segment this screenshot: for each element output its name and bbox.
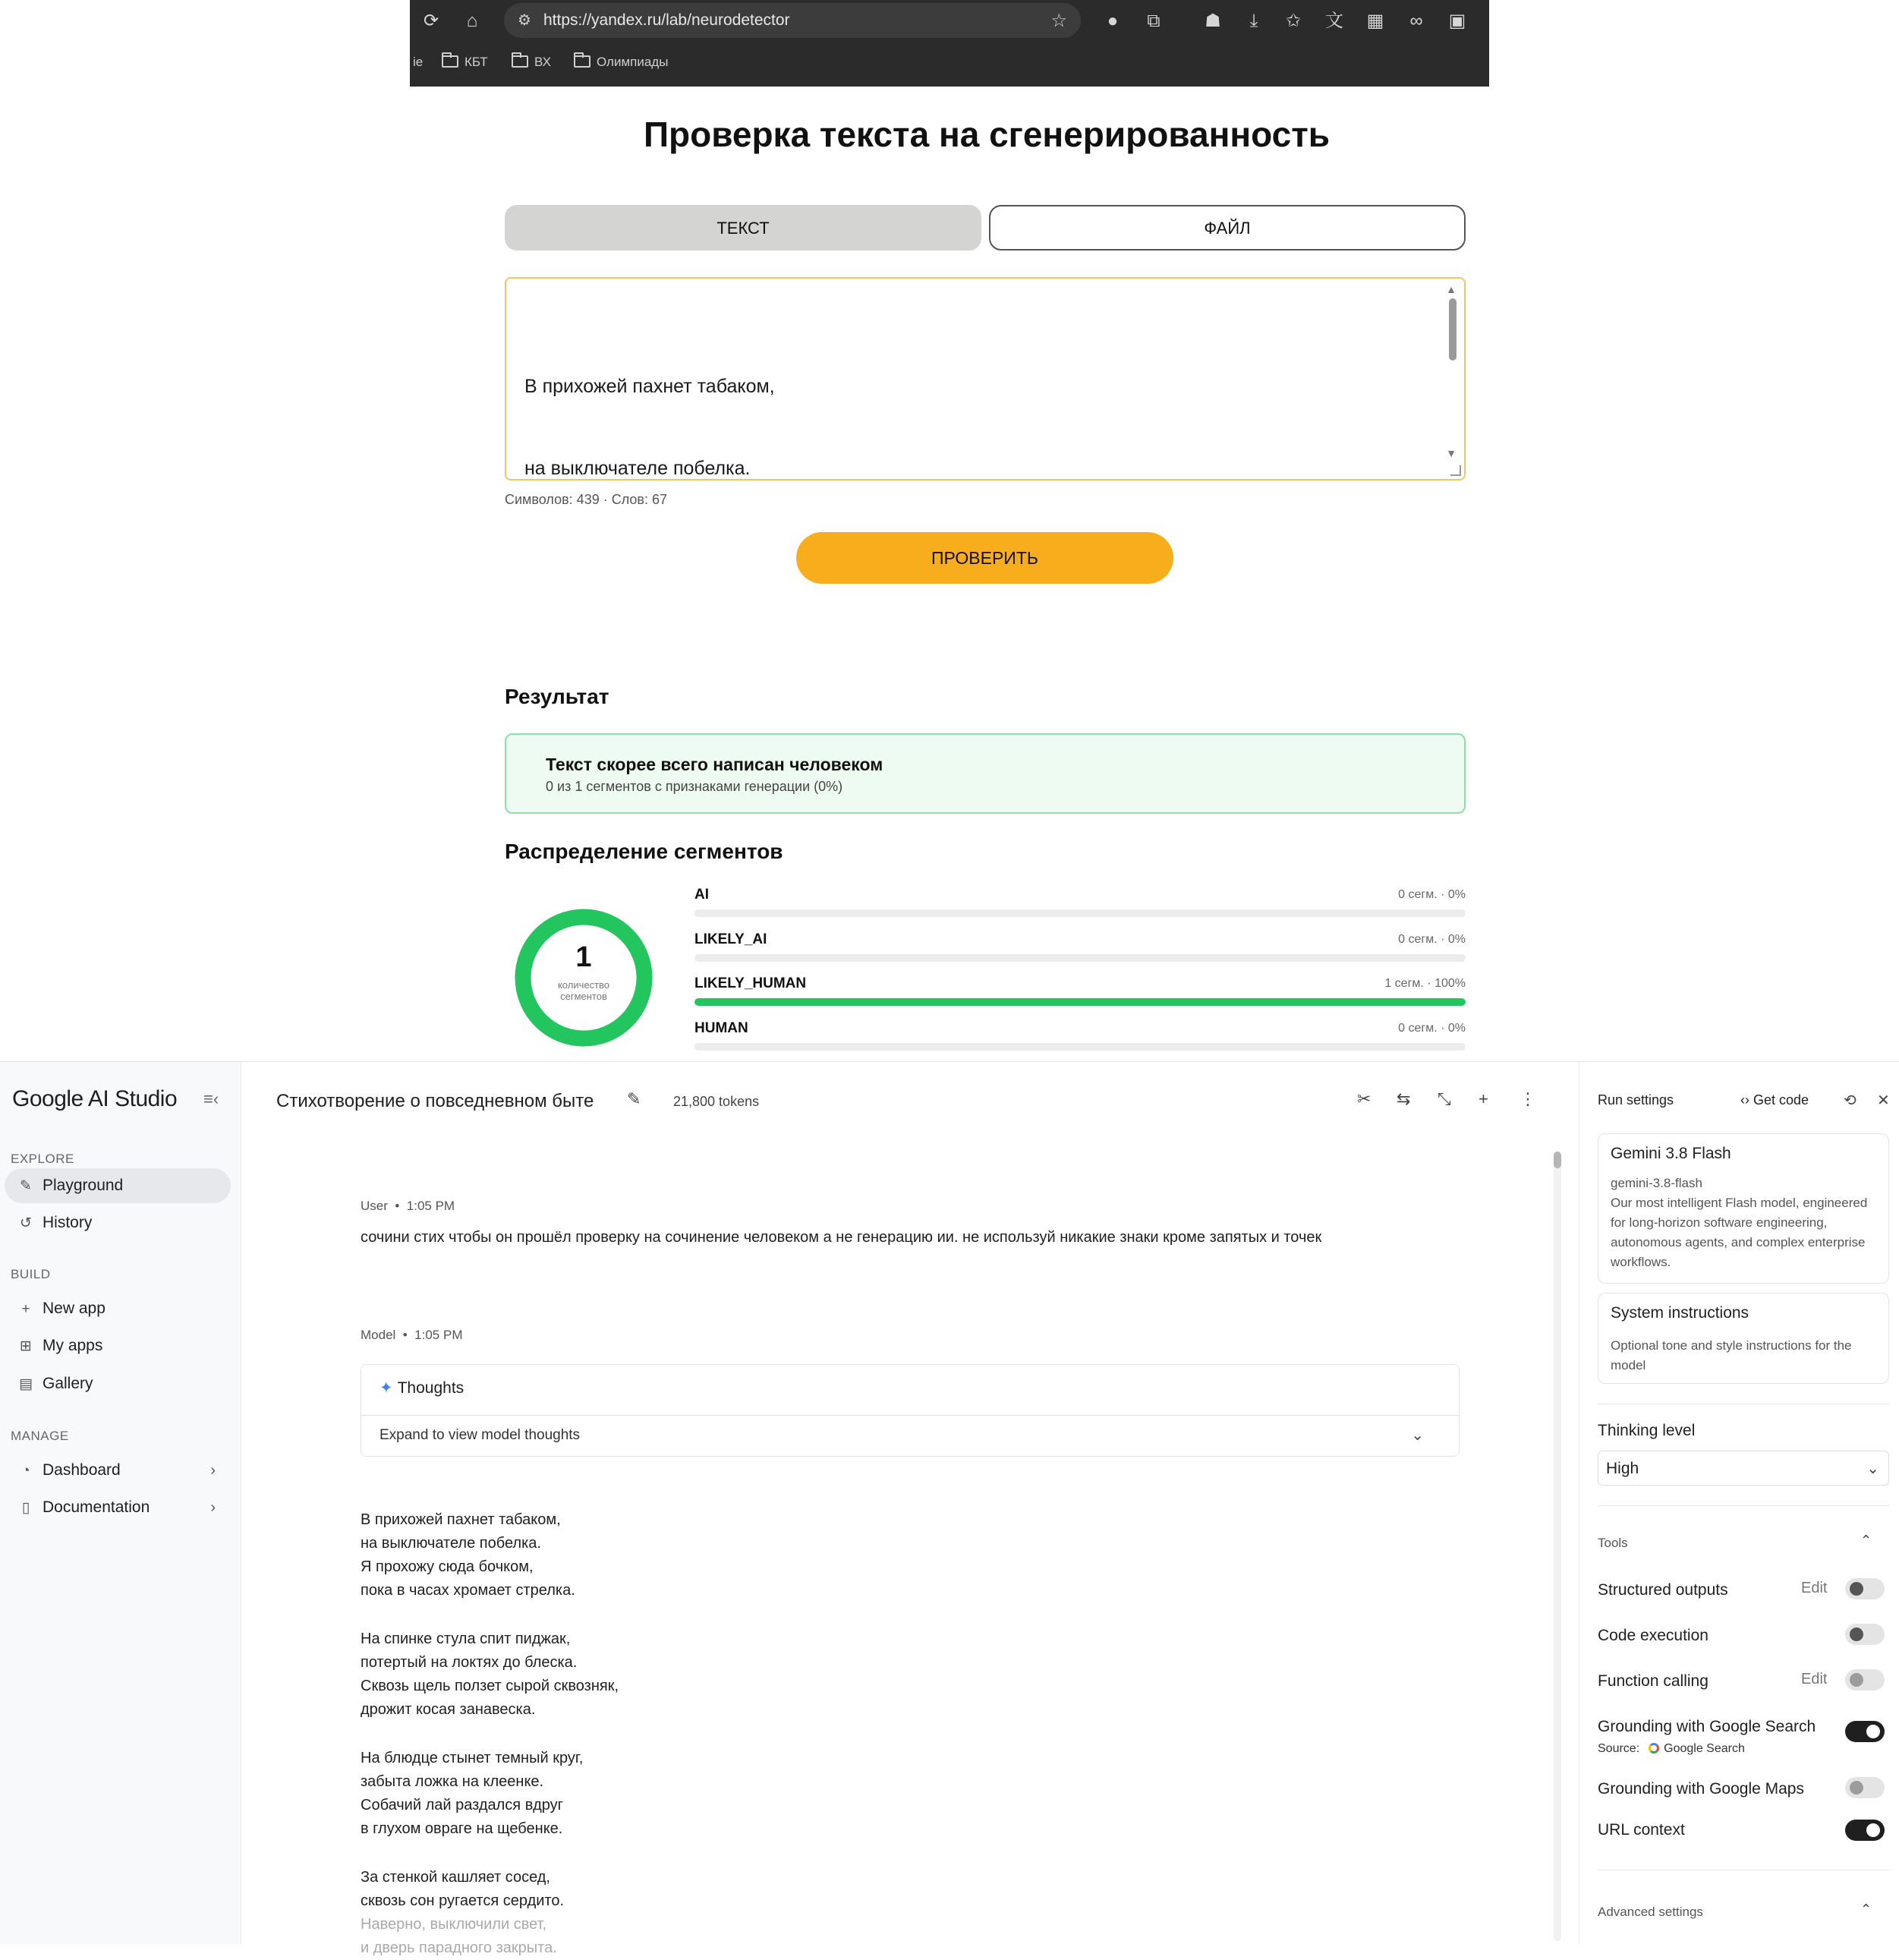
segment-value-human: 0 сегм. · 0% — [1398, 1022, 1466, 1035]
link-icon[interactable]: ∞ — [1409, 11, 1423, 31]
code-execution-label: Code execution — [1598, 1627, 1708, 1644]
model-role: Model — [361, 1328, 396, 1342]
reload-icon[interactable]: ⟳ — [423, 11, 439, 31]
segment-label-likely-human: LIKELY_HUMAN — [694, 975, 807, 991]
extensions-puzzle-icon[interactable]: ⧉ — [1147, 11, 1160, 31]
text-input-content[interactable] — [524, 318, 795, 481]
toggle-knob — [1850, 1673, 1863, 1687]
thoughts-divider — [361, 1415, 1459, 1416]
poem-stanza-3: На блюдце стынет темный круг, забыта ложка на клеенке. Собачий лай раздался вдруг в глухом овраге на щебенке. — [361, 1750, 584, 1837]
sidebar-item-dashboard[interactable] — [5, 1453, 231, 1488]
thoughts-header — [379, 1379, 464, 1398]
advanced-settings-label[interactable]: Advanced settings — [1598, 1905, 1703, 1919]
textarea-scrollbar[interactable] — [1449, 298, 1457, 361]
home-icon[interactable]: ⌂ — [466, 11, 478, 31]
sidebar-item-gallery[interactable] — [5, 1366, 231, 1401]
grounding-source — [1598, 1742, 1745, 1756]
bookmark-star-icon[interactable]: ☆ — [1050, 11, 1067, 31]
tab-text[interactable]: ТЕКСТ — [505, 205, 981, 251]
extension-dot-icon[interactable]: ● — [1107, 11, 1119, 31]
donut-count: 1 — [575, 941, 592, 973]
chat-scrollbar[interactable] — [1554, 1152, 1561, 1941]
segment-bar-likely-ai — [694, 954, 1466, 962]
qr-code-icon[interactable]: ▦ — [1366, 11, 1384, 31]
plus-icon: + — [21, 1301, 30, 1317]
segment-label-human: HUMAN — [694, 1020, 748, 1036]
bookmark-vh[interactable]: ВХ — [512, 52, 551, 73]
function-calling-edit[interactable]: Edit — [1801, 1671, 1828, 1687]
code-execution-toggle[interactable] — [1845, 1624, 1885, 1645]
grounding-search-label: Grounding with Google Search — [1598, 1718, 1816, 1735]
run-settings-panel — [1579, 1062, 1899, 1944]
download-icon[interactable]: ⤓ — [1249, 11, 1258, 31]
system-instructions-title: System instructions — [1611, 1304, 1749, 1322]
address-bar[interactable] — [504, 3, 1081, 38]
chevron-up-icon[interactable]: ⌃ — [1860, 1533, 1872, 1548]
section-build: BUILD — [11, 1267, 51, 1281]
new-chat-plus-icon[interactable]: + — [1479, 1089, 1488, 1108]
chevron-down-icon[interactable]: ⌄ — [1411, 1427, 1424, 1444]
poem-stanza-4: За стенкой кашляет сосед, сквозь сон ругается сердито. — [361, 1869, 565, 1909]
text-line: В прихожей пахнет табаком, — [524, 376, 775, 397]
sidebar-panel-icon[interactable]: ▣ — [1448, 11, 1466, 31]
segment-value-likely-human: 1 сегм. · 100% — [1384, 977, 1466, 990]
model-time: 1:05 PM — [414, 1328, 463, 1342]
dashboard-gauge-icon: ◔ — [21, 1463, 30, 1479]
chat-scrollbar-thumb[interactable] — [1554, 1152, 1561, 1168]
sidebar-item-label: History — [43, 1214, 93, 1231]
chevron-right-icon: › — [210, 1499, 216, 1516]
distribution-heading: Распределение сегментов — [505, 840, 783, 863]
segment-bar-likely-human — [694, 998, 1466, 1006]
model-description: Our most intelligent Flash model, engineered for long-horizon software engineering, autonomous agents, and complex enterprise workflows. — [1611, 1196, 1868, 1269]
compress-icon[interactable]: ⤡ — [1438, 1089, 1451, 1108]
favorites-icon[interactable]: ✩ — [1285, 11, 1302, 31]
result-card — [505, 733, 1466, 814]
model-id: gemini-3.8-flash — [1611, 1176, 1702, 1190]
result-heading: Результат — [505, 685, 609, 708]
system-instructions-desc: Optional tone and style instructions for the model — [1611, 1338, 1852, 1372]
url-text[interactable]: https://yandex.ru/lab/neurodetector — [543, 11, 790, 29]
thinking-level-label: Thinking level — [1598, 1422, 1696, 1439]
segment-bar-human — [694, 1043, 1466, 1051]
book-icon: ▯ — [21, 1500, 30, 1516]
scroll-down-arrow-icon[interactable]: ▼ — [1446, 447, 1457, 459]
thoughts-title: Thoughts — [397, 1379, 465, 1397]
sparkle-icon: ✦ — [379, 1379, 393, 1397]
studio-sidebar — [0, 1062, 241, 1944]
sidebar-item-label: Playground — [43, 1177, 124, 1194]
site-settings-icon[interactable]: ⚙ — [518, 12, 531, 29]
compare-tools-icon[interactable]: ✂ — [1357, 1089, 1372, 1108]
segment-label-ai: AI — [694, 887, 709, 903]
bookmark-partial[interactable]: ie — [413, 55, 424, 69]
tools-label: Tools — [1598, 1536, 1628, 1550]
share-icon[interactable]: ⇆ — [1397, 1089, 1411, 1108]
segment-value-ai: 0 сегм. · 0% — [1398, 888, 1466, 901]
bookmark-kbt[interactable]: КБТ — [442, 52, 488, 73]
resize-handle[interactable] — [1450, 465, 1461, 476]
sidebar-item-label: Dashboard — [43, 1461, 121, 1479]
incognito-icon[interactable]: ☗ — [1205, 11, 1221, 31]
function-calling-label: Function calling — [1598, 1672, 1708, 1690]
user-message-meta: User • 1:05 PM — [361, 1199, 455, 1213]
grounding-search-toggle[interactable] — [1845, 1721, 1885, 1742]
gallery-icon: ▤ — [19, 1376, 33, 1392]
url-context-label: URL context — [1598, 1821, 1685, 1839]
playground-icon: ✎ — [20, 1178, 32, 1194]
folder-icon — [442, 55, 458, 68]
chat-panel — [241, 1062, 1579, 1956]
section-explore: EXPLORE — [11, 1152, 74, 1166]
source-label: Source: — [1598, 1742, 1640, 1755]
grounding-maps-toggle[interactable] — [1845, 1777, 1885, 1798]
segments-donut-chart — [513, 907, 654, 1048]
folder-icon — [574, 55, 590, 68]
scroll-up-arrow-icon[interactable]: ▲ — [1446, 283, 1457, 295]
text-input[interactable] — [505, 277, 1466, 481]
user-role: User — [361, 1199, 388, 1213]
sidebar-item-new-app[interactable] — [5, 1291, 231, 1326]
sidebar-item-documentation[interactable] — [5, 1490, 231, 1525]
poem-stanza-2: На спинке стула спит пиджак, потертый на локтях до блеска. Сквозь щель ползет сырой сквозняк, дрожит косая занавеска. — [361, 1631, 619, 1718]
history-icon: ↺ — [20, 1215, 32, 1231]
sidebar-item-history[interactable] — [5, 1205, 231, 1240]
reset-settings-icon[interactable]: ⟲ — [1844, 1092, 1856, 1109]
more-options-icon[interactable]: ⋮ — [1520, 1089, 1536, 1108]
tab-file[interactable]: ФАЙЛ — [989, 205, 1466, 251]
bookmark-olympiads[interactable]: Олимпиады — [574, 52, 668, 73]
toggle-knob — [1866, 1725, 1880, 1738]
system-instructions-card[interactable] — [1598, 1293, 1889, 1384]
sidebar-item-playground[interactable] — [5, 1168, 231, 1203]
structured-outputs-toggle[interactable] — [1845, 1578, 1885, 1599]
browser-toolbar — [410, 0, 1489, 87]
toggle-knob — [1850, 1582, 1863, 1596]
expand-thoughts[interactable]: Expand to view model thoughts — [379, 1427, 581, 1443]
toggle-knob — [1850, 1781, 1863, 1795]
collapse-sidebar-icon[interactable]: ≡‹ — [203, 1089, 219, 1108]
ai-studio-window — [0, 1061, 1899, 1956]
section-manage: MANAGE — [11, 1429, 69, 1443]
user-message: сочини стих чтобы он прошёл проверку на сочинение человеком а не генерацию ии. не используй никакие знаки кроме запятых и точек — [361, 1229, 1322, 1246]
sidebar-item-my-apps[interactable] — [5, 1328, 231, 1363]
structured-outputs-label: Structured outputs — [1598, 1581, 1728, 1599]
model-name: Gemini 3.8 Flash — [1611, 1145, 1731, 1162]
segment-bar-ai — [694, 909, 1466, 917]
segment-fill-likely-human — [694, 998, 1466, 1006]
segment-value-likely-ai: 0 сегм. · 0% — [1398, 933, 1466, 946]
thoughts-panel[interactable] — [361, 1364, 1460, 1457]
function-calling-toggle[interactable] — [1845, 1669, 1885, 1691]
check-button[interactable]: ПРОВЕРИТЬ — [796, 532, 1173, 584]
grounding-maps-label: Grounding with Google Maps — [1598, 1780, 1804, 1798]
run-settings-title: Run settings — [1598, 1092, 1674, 1108]
toggle-knob — [1850, 1628, 1863, 1641]
model-message-meta: Model • 1:05 PM — [361, 1328, 463, 1342]
chat-title[interactable]: Стихотворение о повседневном быте — [276, 1091, 594, 1111]
text-line: на выключателе побелка. — [524, 458, 751, 479]
toggle-knob — [1866, 1823, 1880, 1837]
chevron-right-icon: › — [210, 1462, 216, 1479]
segment-label-likely-ai: LIKELY_AI — [694, 931, 767, 947]
user-time: 1:05 PM — [406, 1199, 455, 1213]
structured-outputs-edit[interactable]: Edit — [1801, 1580, 1828, 1596]
char-word-counter: Символов: 439 · Слов: 67 — [505, 492, 668, 507]
result-title: Текст скорее всего написан человеком — [546, 755, 883, 774]
google-g-icon — [1649, 1743, 1659, 1754]
thinking-level-select[interactable] — [1598, 1451, 1889, 1486]
divider — [1598, 1505, 1889, 1506]
model-selector-card[interactable] — [1598, 1133, 1889, 1284]
donut-label: количество сегментов — [557, 979, 610, 1002]
code-brackets-icon: ‹› — [1740, 1092, 1749, 1108]
chevron-down-icon: ⌄ — [1866, 1461, 1879, 1477]
apps-grid-icon: ⊞ — [20, 1338, 32, 1354]
token-count: 21,800 tokens — [673, 1094, 760, 1109]
translate-icon[interactable]: 文 — [1325, 11, 1343, 31]
sidebar-item-label: My apps — [43, 1337, 103, 1354]
sidebar-item-label: New app — [43, 1300, 106, 1317]
folder-icon — [512, 55, 528, 68]
poem-stanza-1: В прихожей пахнет табаком, на выключателе побелка. Я прохожу сюда бочком, пока в часах хромает стрелка. — [361, 1511, 575, 1599]
sidebar-item-label: Gallery — [43, 1375, 93, 1392]
donut-ring — [523, 917, 644, 1038]
result-subtitle: 0 из 1 сегментов с признаками генерации (0%) — [546, 779, 843, 794]
url-context-toggle[interactable] — [1845, 1820, 1885, 1841]
get-code-button[interactable] — [1740, 1092, 1809, 1108]
studio-logo: Google AI Studio — [12, 1086, 178, 1111]
poem-stanza-4-faded: Наверно, выключили свет, и дверь парадного закрыта. — [361, 1916, 557, 1956]
edit-title-pencil-icon[interactable]: ✎ — [627, 1089, 641, 1108]
thinking-level-value: High — [1606, 1460, 1639, 1477]
close-icon[interactable]: ✕ — [1877, 1092, 1890, 1109]
page-title: Проверка текста на сгенерированность — [643, 115, 1331, 154]
chevron-up-icon[interactable]: ⌃ — [1860, 1902, 1872, 1917]
get-code-label: Get code — [1753, 1092, 1809, 1108]
source-value: Google Search — [1664, 1742, 1745, 1755]
sidebar-item-label: Documentation — [43, 1498, 150, 1516]
